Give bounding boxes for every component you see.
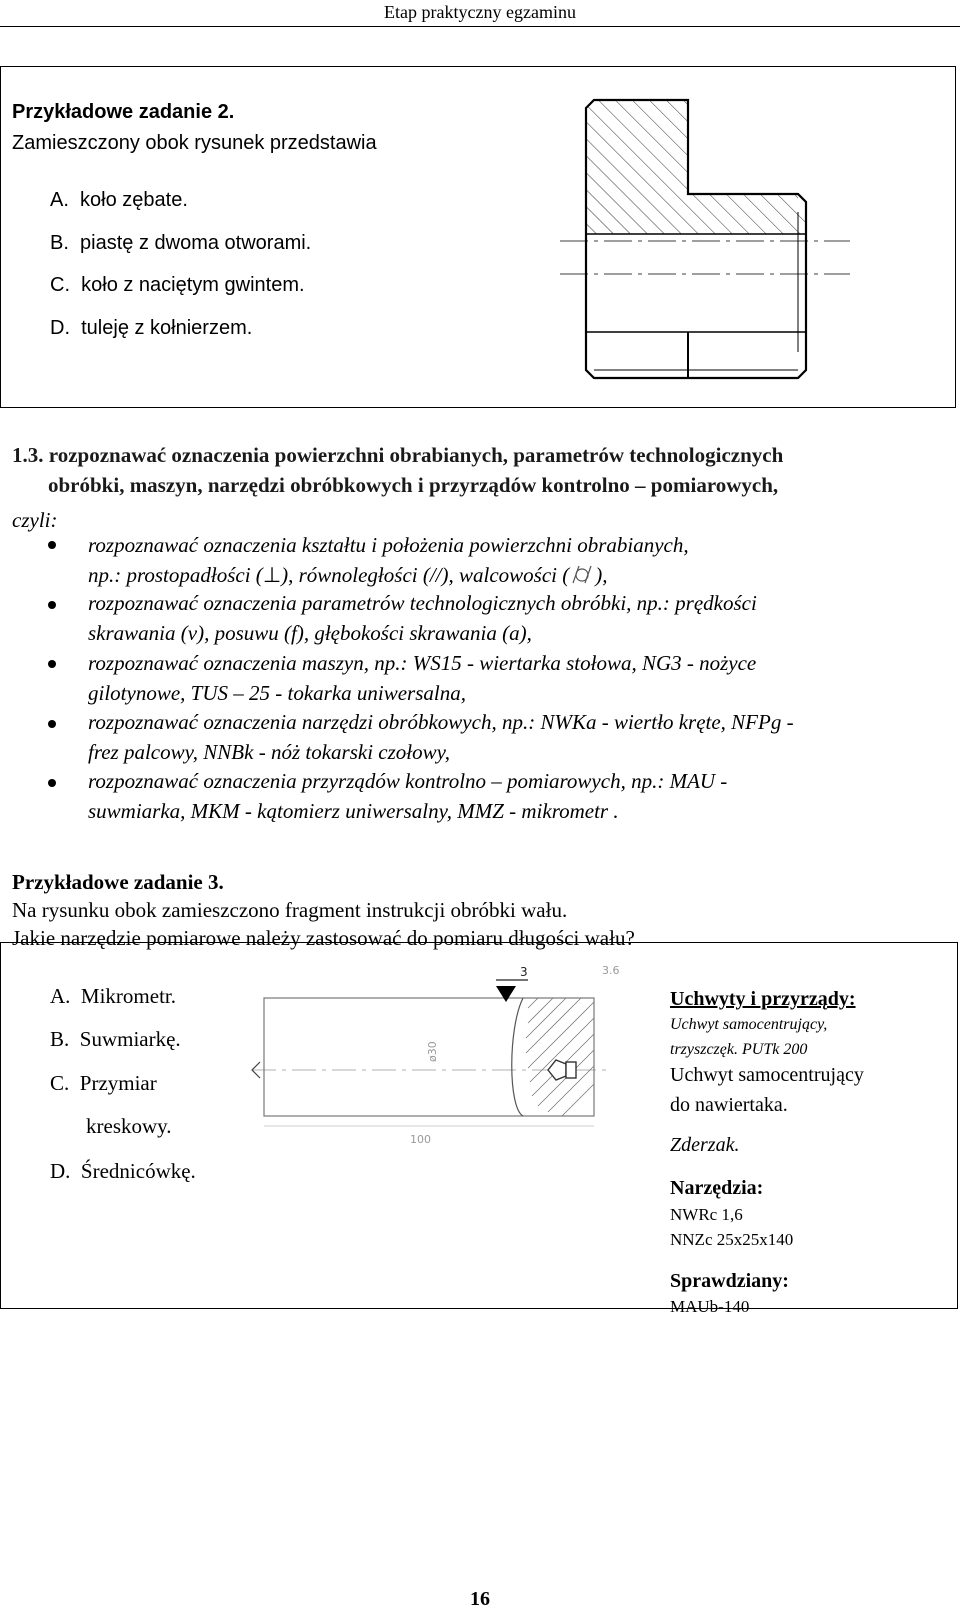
option-text: Suwmiarkę. (79, 1027, 181, 1051)
bullet-3-text (88, 648, 948, 708)
bullet-3-line1: rozpoznawać oznaczenia maszyn, np.: WS15 - wiertarka stołowa, NG3 - nożyce (88, 651, 757, 675)
bullet-2-line2: skrawania (v), posuwu (f), głębokości skrawania (a), (88, 621, 532, 645)
shaft-drawing (238, 964, 658, 1158)
option-text: koło zębate. (80, 189, 188, 211)
bullet-1-line2b: ), równoległości (//), walcowości ( (281, 563, 570, 587)
example3-option-c (50, 1071, 157, 1096)
bullet-1 (48, 541, 56, 549)
option-text: tuleję z kołnierzem. (81, 317, 253, 339)
diameter-label: ø30 (426, 1041, 439, 1062)
example2-option-b (50, 231, 311, 255)
option-text: Przymiar (79, 1071, 157, 1095)
option-letter: D. (50, 1159, 71, 1183)
option-letter: A. (50, 984, 71, 1008)
section-title-line1: 1.3. rozpoznawać oznaczenia powierzchni obrabianych, parametrów technologicznych (12, 443, 784, 467)
bullet-5-line1: rozpoznawać oznaczenia przyrządów kontrolno – pomiarowych, np.: MAU - (88, 769, 728, 793)
example2-option-a (50, 188, 188, 212)
example3-option-d (50, 1159, 196, 1184)
gauges-heading: Sprawdziany: (670, 1270, 789, 1292)
bullet-4-text (88, 707, 948, 767)
header-title: Etap praktyczny egzaminu (384, 2, 576, 22)
cylindricity-icon (569, 564, 595, 584)
tools-line2: NNZc 25x25x140 (670, 1230, 794, 1249)
example2-title: Przykładowe zadanie 2. (12, 101, 235, 123)
bullet-3-line2: gilotynowe, TUS – 25 - tokarka uniwersalna, (88, 681, 466, 705)
bullet-5 (48, 779, 56, 787)
perpendicular-icon: ⊥ (262, 563, 282, 587)
header-divider (0, 26, 960, 27)
page-number: 16 (470, 1588, 490, 1610)
example3-option-c-cont (86, 1114, 172, 1139)
example2-option-c (50, 273, 305, 297)
fixtures-line4: do nawiertaka. (670, 1094, 788, 1116)
bullet-2-text (88, 588, 948, 648)
bullet-2-line1: rozpoznawać oznaczenia parametrów technologicznych obróbki, np.: prędkości (88, 591, 757, 615)
option-text: Mikrometr. (80, 984, 176, 1008)
bullet-2 (48, 601, 56, 609)
example3-title: Przykładowe zadanie 3. (12, 870, 224, 894)
bullet-1-line2a: np.: prostopadłości ( (88, 563, 263, 587)
example3-option-a (50, 984, 176, 1009)
tools-heading: Narzędzia: (670, 1177, 764, 1199)
option-text: koło z naciętym gwintem. (81, 274, 305, 296)
section-title-line2: obróbki, maszyn, narzędzi obróbkowych i przyrządów kontrolno – pomiarowych, (48, 473, 779, 497)
option-letter: B. (50, 232, 69, 254)
fixtures-line5: Zderzak. (670, 1134, 740, 1156)
bullet-4 (48, 720, 56, 728)
fixtures-line3: Uchwyt samocentrujący (670, 1064, 864, 1086)
bullet-5-line2: suwmiarka, MKM - kątomierz uniwersalny, MMZ - mikrometr . (88, 799, 619, 823)
bullet-1-line2 (88, 560, 948, 590)
option-letter: C. (50, 1071, 70, 1095)
fixtures-line1: Uchwyt samocentrujący, (670, 1016, 828, 1033)
bullet-5-text (88, 766, 948, 826)
bullet-3 (48, 660, 56, 668)
option-text: piastę z dwoma otworami. (80, 232, 312, 254)
tools-line1: NWRc 1,6 (670, 1205, 743, 1224)
fixtures-heading: Uchwyty i przyrządy: (670, 988, 856, 1010)
bullet-4-line2: frez palcowy, NNBk - nóż tokarski czołowy, (88, 740, 451, 764)
option-letter: C. (50, 274, 70, 296)
length-label: 100 (410, 1133, 431, 1146)
bullet-1-line1: rozpoznawać oznaczenia kształtu i położenia powierzchni obrabianych, (88, 533, 689, 557)
example3-line1: Na rysunku obok zamieszczono fragment instrukcji obróbki wału. (12, 898, 568, 922)
example3-line2: Jakie narzędzie pomiarowe należy zastosować do pomiaru długości wału? (12, 926, 635, 950)
roughness-36-label: 3.6 (602, 964, 620, 977)
bullet-4-line1: rozpoznawać oznaczenia narzędzi obróbkowych, np.: NWKa - wiertło kręte, NFPg - (88, 710, 794, 734)
option-letter: A. (50, 189, 69, 211)
bullet-1-text (88, 530, 948, 590)
sleeve-drawing (560, 96, 860, 386)
option-letter: B. (50, 1027, 70, 1051)
section-title (12, 440, 952, 500)
gauges-line1: MAUb-140 (670, 1297, 750, 1316)
example2-question: Zamieszczony obok rysunek przedstawia (12, 132, 377, 154)
fixtures-line2: trzyszczęk. PUTk 200 (670, 1041, 808, 1058)
example2-option-d (50, 316, 252, 340)
option-text: kreskowy. (86, 1114, 172, 1138)
option-text: Średnicówkę. (80, 1159, 196, 1183)
roughness-3-label: 3 (520, 965, 528, 979)
option-letter: D. (50, 317, 70, 339)
example3-option-b (50, 1027, 181, 1052)
czyli-label: czyli: (12, 508, 58, 532)
bullet-1-line2c: ), (595, 563, 608, 587)
